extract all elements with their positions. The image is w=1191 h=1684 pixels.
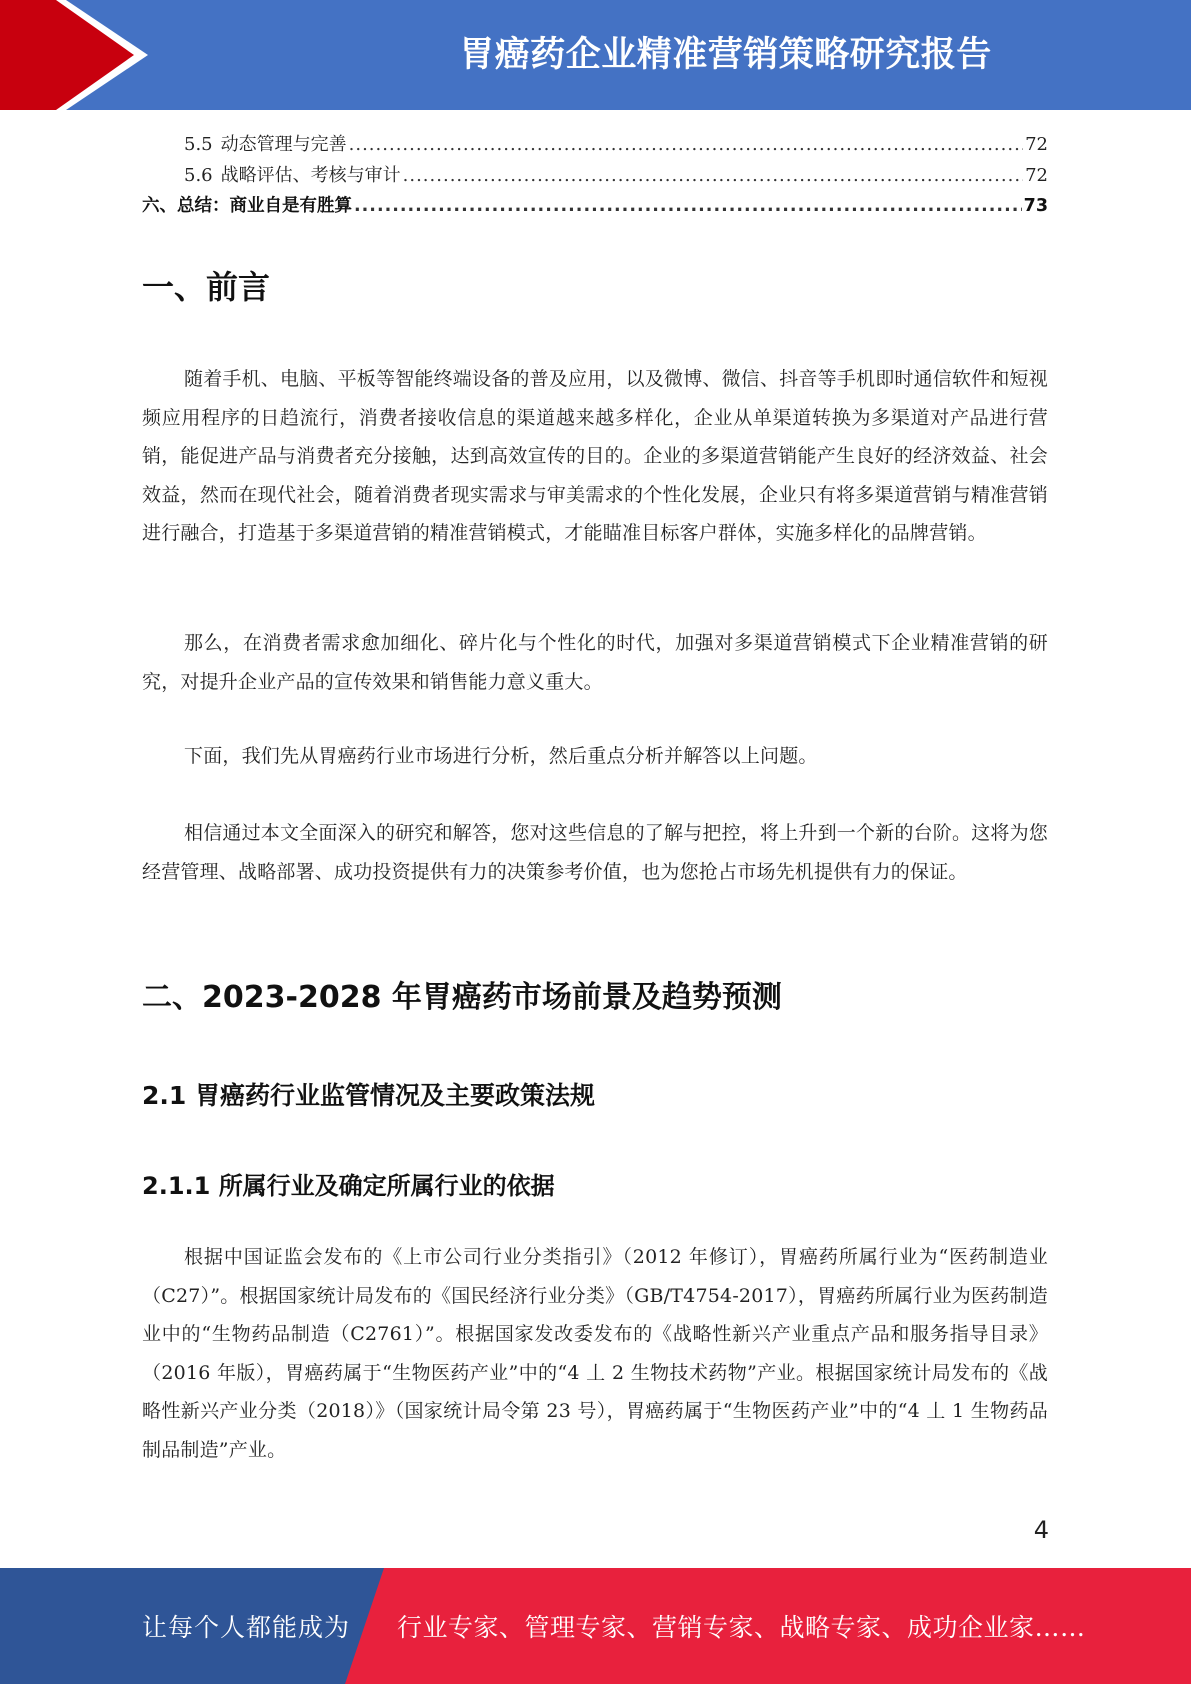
table-of-contents (142, 130, 1048, 223)
page-footer (0, 1568, 1191, 1684)
heading-section-2-1-1: 2.1.1 所属行业及确定所属行业的依据 (142, 1172, 555, 1200)
toc-dot-leader (354, 196, 1022, 216)
toc-entry-label: 战略评估、考核与审计 (220, 165, 401, 186)
toc-entry-number: 5.6 (184, 165, 213, 186)
toc-entry-number: 5.5 (184, 134, 213, 155)
preface-paragraph-2: 那么，在消费者需求愈加细化、碎片化与个性化的时代，加强对多渠道营销模式下企业精准营销的研究，对提升企业产品的宣传效果和销售能力意义重大。 (142, 632, 1048, 693)
toc-entry-page: 73 (1023, 196, 1048, 216)
toc-entry-page: 72 (1025, 165, 1048, 186)
toc-entry-chapter-6[interactable] (142, 192, 1048, 223)
page-number: 4 (1033, 1516, 1049, 1544)
heading-chapter-2: 二、2023-2028 年胃癌药市场前景及趋势预测 (142, 980, 782, 1015)
footer-slogan-right: 行业专家、管理专家、营销专家、战略专家、成功企业家…… (397, 1613, 1086, 1642)
footer-slogan-left: 让每个人都能成为 (142, 1613, 351, 1642)
heading-section-2-1: 2.1 胃癌药行业监管情况及主要政策法规 (142, 1081, 595, 1110)
toc-dot-leader (403, 165, 1023, 186)
toc-entry-page: 72 (1025, 134, 1048, 155)
preface-paragraph-3: 下面，我们先从胃癌药行业市场进行分析，然后重点分析并解答以上问题。 (184, 745, 818, 767)
preface-paragraph-1: 随着手机、电脑、平板等智能终端设备的普及应用，以及微博、微信、抖音等手机即时通信软件和短视频应用程序的日趋流行，消费者接收信息的渠道越来越多样化，企业从单渠道转换为多渠道对产品进行营销，能促进产品与消费者充分接触，达到高效宣传的目的。企业的多渠道营销能产生良好的经济效益、社会效益，然而在现代社会，随着消费者现实需求与审美需求的个性化发展，企业只有将多渠道营销与精准营销进行融合，打造基于多渠道营销的精准营销模式，才能瞄准目标客户群体，实施多样化的品牌营销。 (142, 368, 1049, 544)
toc-entry-label: 动态管理与完善 (220, 134, 347, 155)
page-header (0, 0, 1191, 110)
toc-entry-5-6[interactable] (142, 161, 1048, 192)
toc-dot-leader (349, 134, 1023, 155)
report-title: 胃癌药企业精准营销策略研究报告 (459, 35, 992, 75)
toc-entry-label: 六、总结：商业自是有胜算 (142, 196, 352, 216)
toc-entry-5-5[interactable] (142, 130, 1048, 161)
heading-preface: 一、前言 (142, 268, 271, 306)
preface-paragraph-4: 相信通过本文全面深入的研究和解答，您对这些信息的了解与把控，将上升到一个新的台阶。这将为您经营管理、战略部署、成功投资提供有力的决策参考价值，也为您抢占市场先机提供有力的保证。 (142, 822, 1049, 883)
industry-classification-paragraph: 根据中国证监会发布的《上市公司行业分类指引》（2012 年修订），胃癌药所属行业为“医药制造业（C27）”。根据国家统计局发布的《国民经济行业分类》（GB/T4754-2017），胃癌药所属行业为医药制造业中的“生物药品制造（C2761）”。根据国家发改委发布的《战略性新兴产业重点产品和服务指导目录》（2016 年版），胃癌药属于“生物医药产业”中的“4 丄 2 生物技术药物”产业。根据国家统计局发布的《战略性新兴产业分类（2018）》（国家统计局令第 23 号），胃癌药属于“生物医药产业”中的“4 丄 1 生物药品制品制造”产业。 (142, 1246, 1048, 1461)
